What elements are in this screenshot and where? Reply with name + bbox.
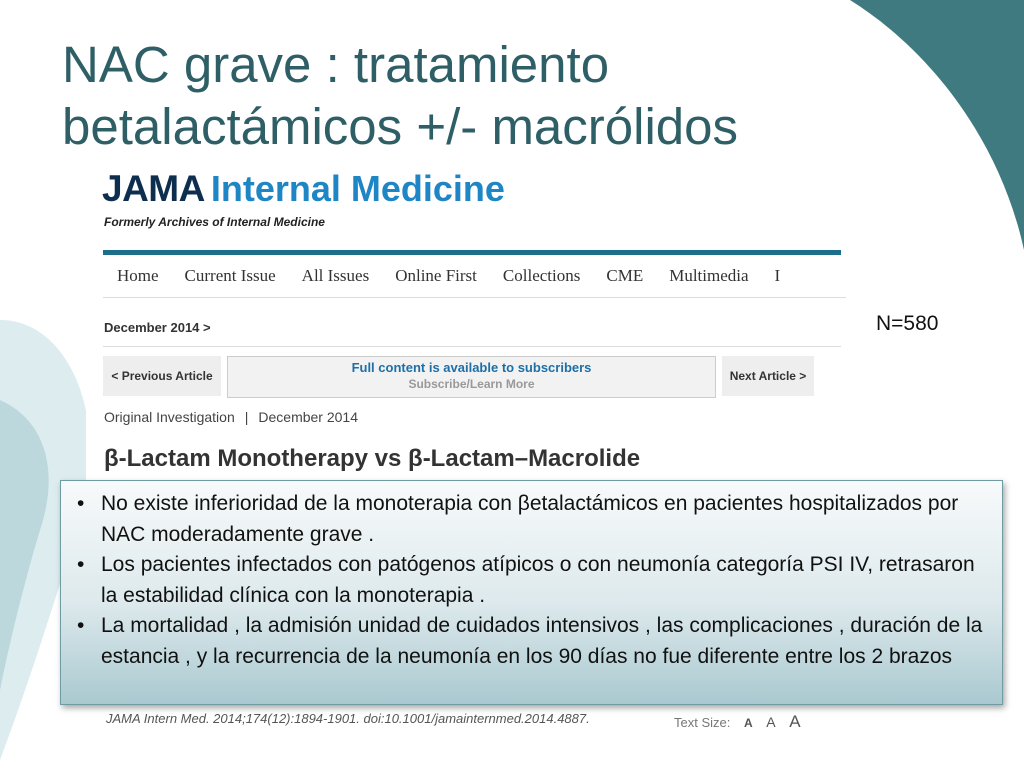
journal-logo[interactable] (102, 168, 505, 210)
issue-date-link[interactable]: December 2014 > (104, 320, 211, 335)
sample-size-label: N=580 (876, 312, 939, 335)
article-title: β-Lactam Monotherapy vs β-Lactam–Macrolide (104, 445, 641, 472)
nav-item-current-issue[interactable]: Current Issue (184, 266, 276, 285)
nav-item-cme[interactable]: CME (606, 266, 644, 285)
divider (103, 346, 841, 347)
findings-list (71, 489, 992, 672)
next-article-button[interactable]: Next Article > (722, 356, 814, 396)
logo-jama: JAMA (102, 168, 205, 209)
journal-nav (103, 255, 846, 298)
slide-title (62, 34, 942, 158)
nav-item-all-issues[interactable]: All Issues (301, 266, 370, 285)
article-date: December 2014 (258, 409, 359, 425)
subscribe-learn-more-link[interactable]: Subscribe/Learn More (408, 377, 535, 391)
subscription-main-text: Full content is available to subscribers (351, 360, 592, 375)
nav-item-cutoff[interactable]: I (774, 266, 781, 285)
article-type: Original Investigation (104, 409, 235, 425)
finding-item: • No existe inferioridad de la monoterapia con βetalactámicos en pacientes hospitalizados por NAC moderadamente grave . (71, 489, 992, 550)
nav-item-home[interactable]: Home (117, 266, 159, 285)
logo-internal-medicine: Internal Medicine (210, 168, 505, 209)
meta-separator: | (244, 409, 249, 425)
text-size-large-button[interactable]: A (789, 712, 801, 731)
previous-article-button[interactable]: < Previous Article (103, 356, 221, 396)
text-size-control (674, 712, 801, 732)
slide-title-line-2: betalactámicos +/- macrólidos (62, 98, 739, 155)
subscription-notice[interactable] (227, 356, 716, 398)
finding-item: • La mortalidad , la admisión unidad de cuidados intensivos , las complicaciones , duración de la estancia , y la recurrencia de la neumonía en los 90 días no fue diferente entre los 2 brazos (71, 611, 992, 672)
nav-item-collections[interactable]: Collections (502, 266, 581, 285)
text-size-small-button[interactable]: A (743, 716, 753, 730)
slide-title-line-1: NAC grave : tratamiento (62, 36, 610, 93)
finding-item: • Los pacientes infectados con patógenos atípicos o con neumonía categoría PSI IV, retrasaron la estabilidad clínica con la monoterapia . (71, 550, 992, 611)
article-citation: JAMA Intern Med. 2014;174(12):1894-1901. doi:10.1001/jamainternmed.2014.4887. (106, 711, 590, 726)
text-size-label: Text Size: (674, 715, 731, 730)
logo-subtitle: Formerly Archives of Internal Medicine (104, 215, 325, 229)
nav-item-online-first[interactable]: Online First (395, 266, 477, 285)
text-size-medium-button[interactable]: A (766, 714, 776, 730)
article-meta (104, 409, 358, 425)
nav-item-multimedia[interactable]: Multimedia (669, 266, 749, 285)
findings-callout (60, 480, 1003, 705)
